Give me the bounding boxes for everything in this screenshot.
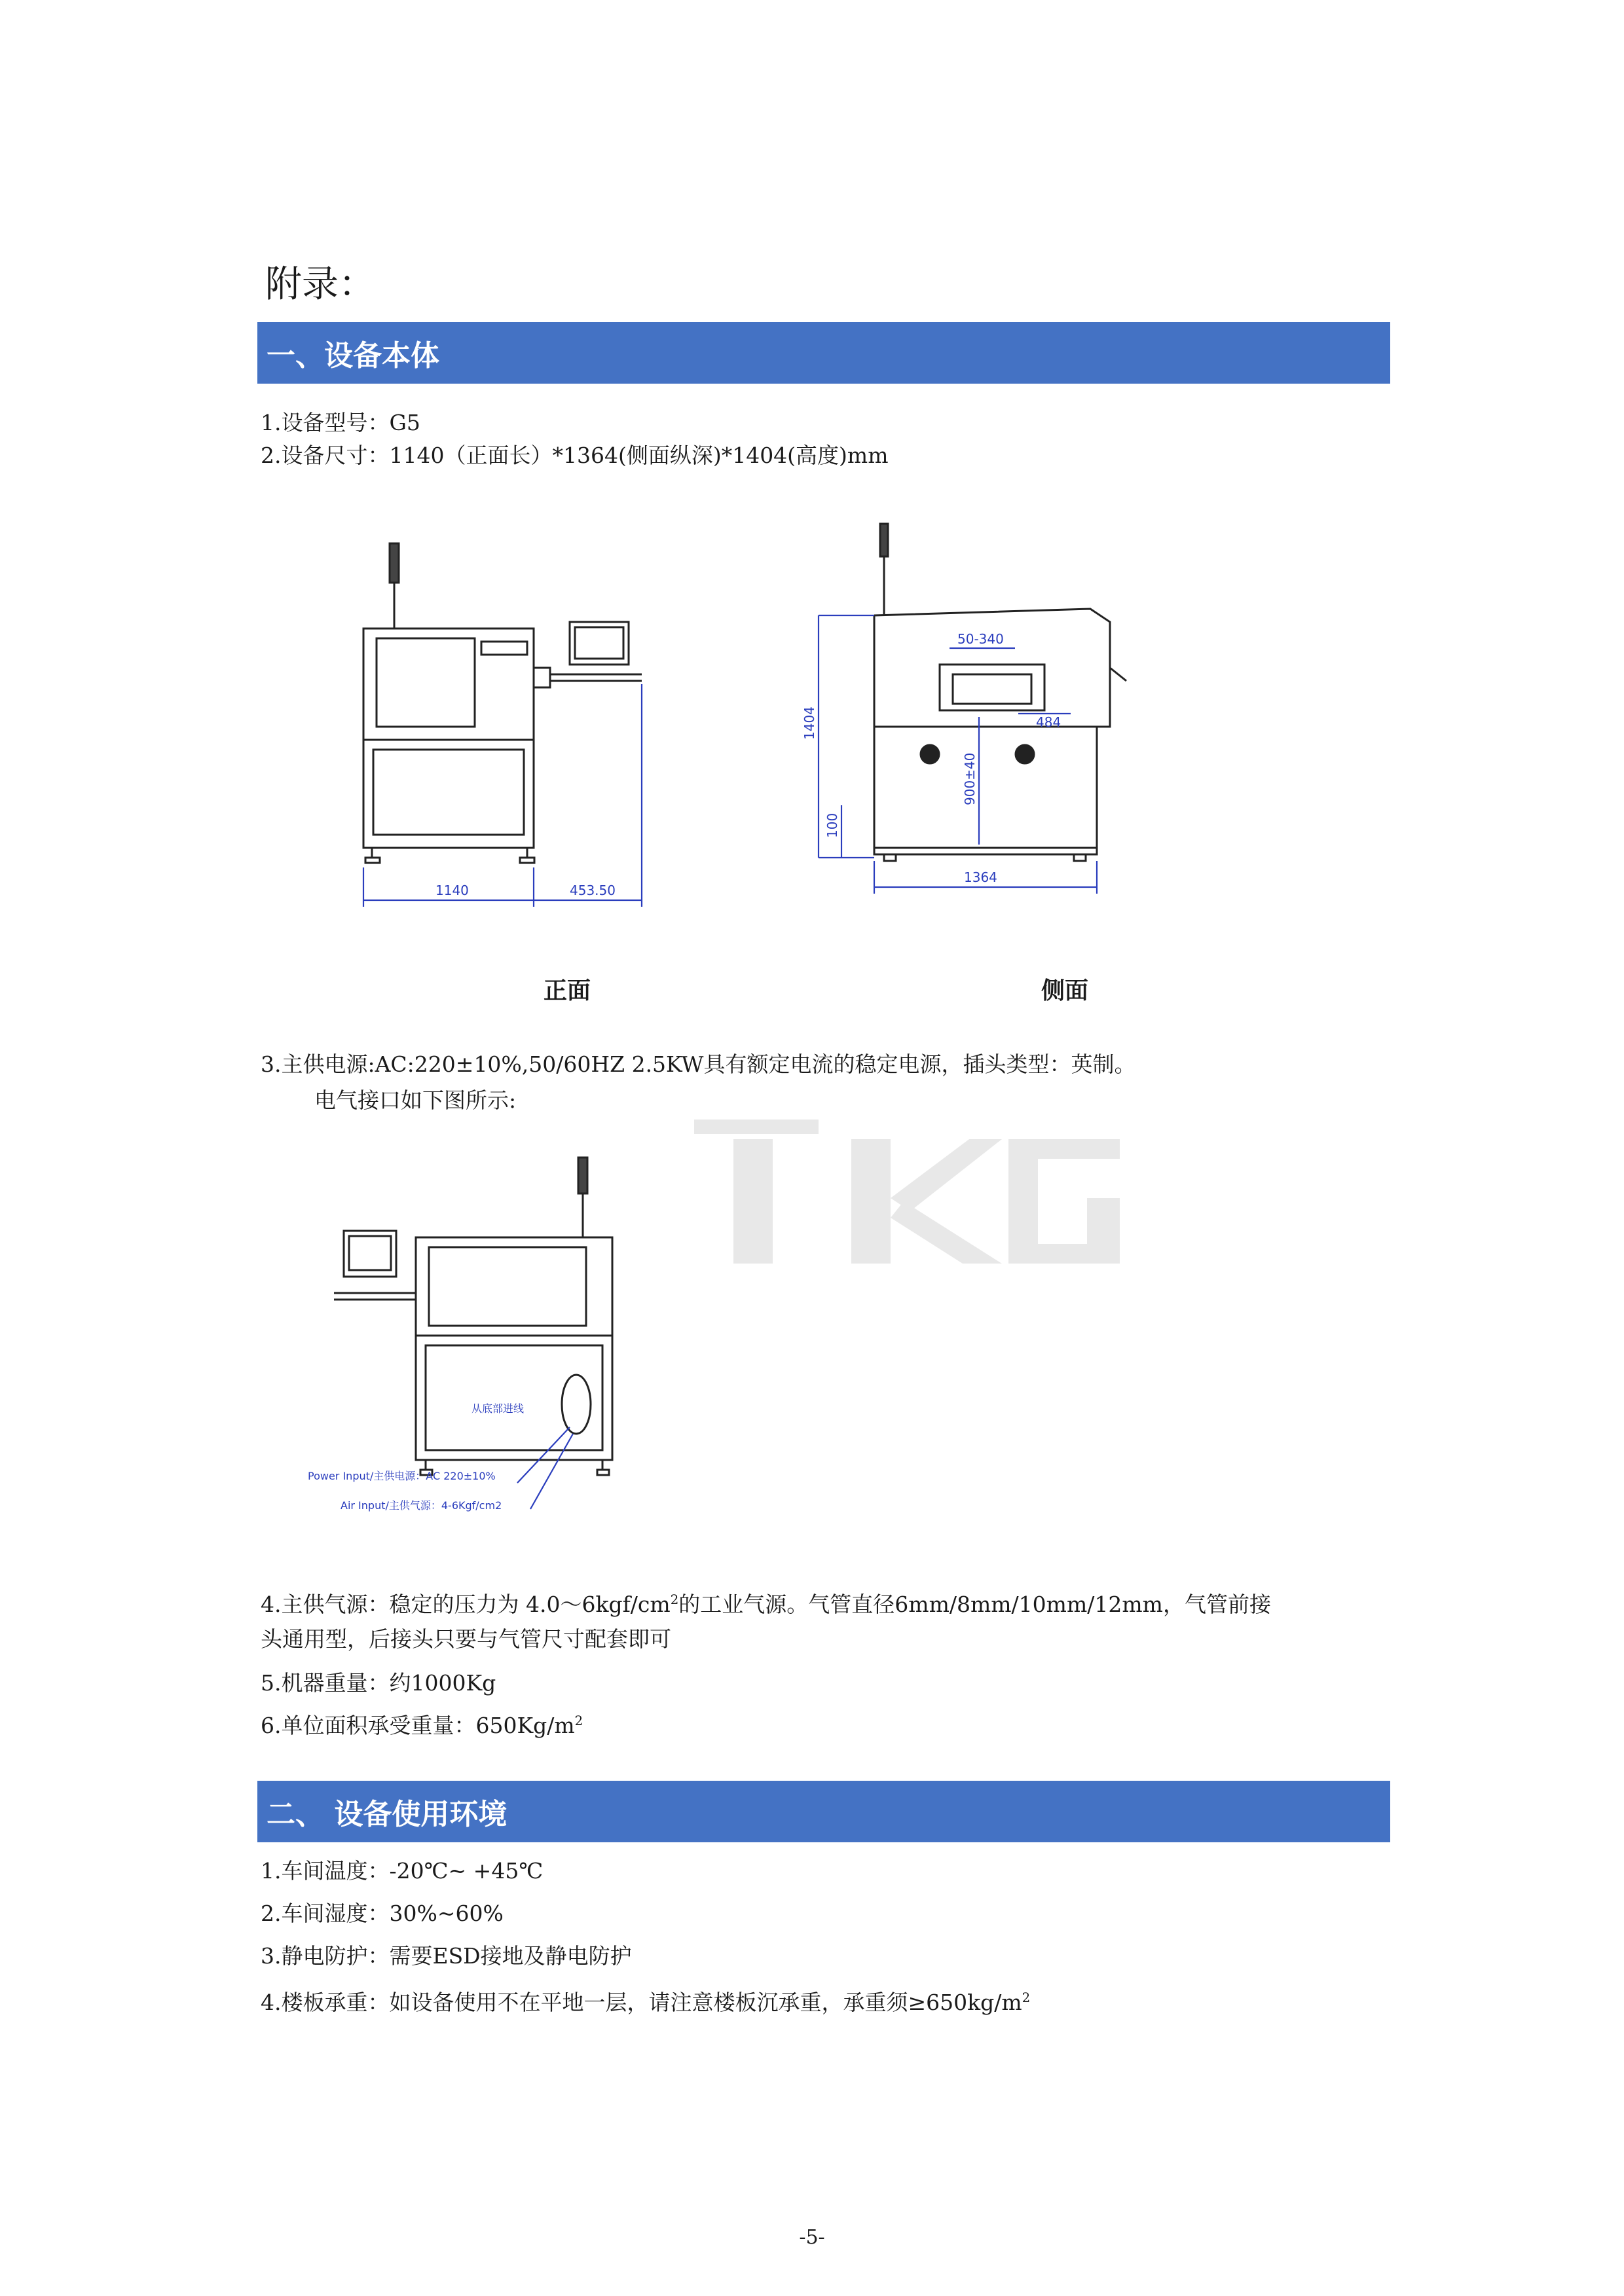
side-depth-dim: 1364: [964, 869, 997, 885]
appendix-title: 附录：: [265, 263, 375, 306]
side-height-dim: 1404: [802, 706, 817, 740]
air-supply-line-1: 4.主供气源：稳定的压力为 $4.0\sim 6kgf/cm^2$的工业气源。气管直径6mm/8mm/10mm/12mm，气管前接: [261, 1592, 1271, 1617]
section-header-environment: 二、 设备使用环境: [257, 1781, 1390, 1842]
page-number: -5-: [799, 2226, 825, 2249]
superscript-2: 2: [1022, 1990, 1031, 2005]
power-input-label: Power Input/主供电源：AC 220±10%: [308, 1470, 496, 1482]
env-item-floor-load: 4.楼板承重：如设备使用不在平地一层，请注意楼板沉承重，承重须$\ge 650kg/m^2$: [261, 1990, 1031, 2015]
power-interface-line: 电气接口如下图所示:: [314, 1087, 517, 1113]
env-item-humidity: 2.车间湿度：30%~60%: [261, 1901, 504, 1926]
weight-line: 5.机器重量：约1000Kg: [261, 1670, 496, 1696]
superscript-2: 2: [670, 1592, 679, 1607]
bottom-entry-label: 从底部进线: [471, 1402, 525, 1415]
front-view-drawing: [354, 524, 720, 930]
power-line: 3.主供电源:AC:220±10%,50/60HZ 2.5KW具有额定电流的稳定电源，插头类型：英制。: [261, 1051, 1136, 1077]
section-header-equipment: 一、设备本体: [257, 322, 1390, 384]
front-view-caption: 正面: [544, 977, 591, 1004]
side-foot-dim: 100: [824, 812, 840, 838]
air-input-label: Air Input/主供气源：4-6Kgf/cm2: [341, 1499, 502, 1512]
side-view-caption: 侧面: [1041, 977, 1089, 1004]
superscript-2: 2: [574, 1713, 583, 1728]
size-line: 2.设备尺寸：1140（正面长）*1364(侧面纵深)*1404(高度)mm: [261, 443, 889, 468]
env-item-esd: 3.静电防护：需要ESD接地及静电防护: [261, 1943, 632, 1969]
side-table-height-dim: 900±40: [962, 752, 978, 805]
air-supply-line-2: 头通用型，后接头只要与气管尺寸配套即可: [261, 1626, 671, 1652]
front-width-dim: 1140: [435, 883, 469, 898]
env-item-temperature: 1.车间温度：-20℃~ +45℃: [261, 1858, 544, 1884]
company-watermark-logo: [694, 1113, 1126, 1270]
front-monitor-dim: 453.50: [570, 883, 616, 898]
side-view-drawing: [792, 517, 1159, 903]
electrical-interface-drawing: [308, 1152, 674, 1532]
side-offset-dim: 484: [1036, 714, 1061, 730]
model-line: 1.设备型号：G5: [261, 410, 420, 435]
side-window-dim: 50-340: [957, 631, 1004, 647]
load-line: 6.单位面积承受重量：$650Kg/m^2$: [261, 1713, 583, 1738]
